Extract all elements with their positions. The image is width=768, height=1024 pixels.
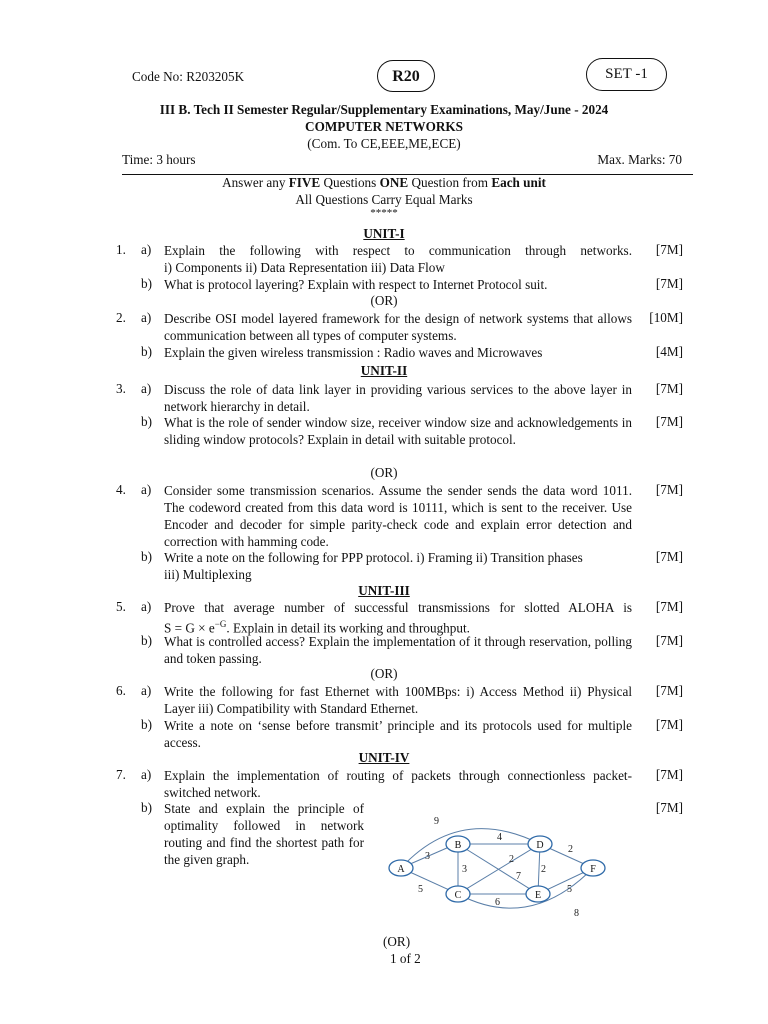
- question-text: [164, 242, 632, 276]
- question-text: Explain the implementation of routing of packets through connectionless packet-switched network.: [164, 768, 632, 800]
- instruction-line-2: All Questions Carry Equal Marks: [295, 192, 473, 207]
- sub-label: a): [141, 767, 152, 782]
- subject-title: COMPUTER NETWORKS: [305, 119, 463, 134]
- formula-text: S = G × e: [164, 620, 215, 636]
- sub-label: b): [141, 344, 152, 359]
- sub-label: a): [141, 381, 152, 396]
- node-label-e: E: [534, 890, 542, 901]
- exam-time: Time: 3 hours: [122, 152, 196, 167]
- or-separator: (OR): [370, 293, 398, 308]
- instruction-text: Questions: [320, 175, 380, 190]
- network-graph: [380, 812, 620, 922]
- sub-label: b): [141, 276, 152, 291]
- code-number: Code No: R203205K: [132, 69, 245, 84]
- edge-a-d: [401, 829, 540, 868]
- question-text: Consider some transmission scenarios. Assume the sender sends the data word 1011. The codeword created from this data word is 10111, which is sent to the receiver. Use Encoder and decoder for simple parity-check code and explain error detection and correction with hamming code.: [164, 483, 632, 549]
- page-number: 1 of 2: [390, 951, 421, 966]
- weight-d-e: 2: [541, 864, 546, 875]
- weight-a-b: 3: [425, 851, 430, 862]
- sub-label: b): [141, 549, 152, 564]
- question-marks: [7M]: [655, 633, 683, 648]
- edge-c-f: [458, 868, 593, 908]
- question-line: Explain the following with respect to communication through networks.: [164, 243, 632, 258]
- weight-c-d: 2: [509, 854, 514, 865]
- sub-label: a): [141, 683, 152, 698]
- unit-2-heading: UNIT-II: [360, 363, 408, 378]
- instruction-bold: FIVE: [288, 175, 321, 190]
- instruction-bold: Each unit: [491, 175, 546, 190]
- question-marks: [7M]: [655, 683, 683, 698]
- weight-a-d: 9: [434, 816, 439, 827]
- sub-label: b): [141, 414, 152, 429]
- question-number: 1.: [116, 242, 126, 257]
- exam-title: III B. Tech II Semester Regular/Supplementary Examinations, May/June - 2024: [159, 102, 609, 117]
- or-separator: (OR): [383, 934, 411, 949]
- question-text: What is the role of sender window size, receiver window size and acknowledgements in sliding window protocols? Explain in detail with suitable protocol.: [164, 415, 632, 447]
- question-text: Discuss the role of data link layer in providing various services to the above layer in network hierarchy in detail.: [164, 382, 632, 414]
- sub-label: b): [141, 800, 152, 815]
- weight-b-c: 3: [462, 864, 467, 875]
- question-marks: [7M]: [655, 482, 683, 497]
- question-marks: [7M]: [655, 800, 683, 815]
- sub-label: b): [141, 717, 152, 732]
- question-marks: [10M]: [649, 310, 683, 325]
- question-line: Prove that average number of successful transmissions for slotted ALOHA is: [164, 600, 632, 615]
- node-label-f: F: [590, 864, 596, 875]
- question-number: 7.: [116, 767, 126, 782]
- question-line: i) Components ii) Data Representation iii) Data Flow: [164, 260, 445, 275]
- node-label-b: B: [454, 840, 462, 851]
- max-marks: Max. Marks: 70: [597, 152, 682, 167]
- question-marks: [7M]: [655, 717, 683, 732]
- instruction-text: Answer any: [222, 175, 289, 190]
- weight-d-f: 2: [568, 844, 573, 855]
- unit-4-heading: UNIT-IV: [358, 750, 410, 765]
- question-text: Write the following for fast Ethernet with 100MBps: i) Access Method ii) Physical Layer iii) Compatibility with Standard Ethernet.: [164, 684, 632, 716]
- node-label-c: C: [454, 890, 462, 901]
- unit-3-heading: UNIT-III: [358, 583, 410, 598]
- question-line: Write a note on the following for PPP protocol. i) Framing ii) Transition phases: [164, 550, 583, 565]
- set-badge: SET -1: [586, 58, 667, 91]
- sub-label: a): [141, 242, 152, 257]
- question-text: Describe OSI model layered framework for the design of network systems that allows communication between all types of computer systems.: [164, 311, 632, 343]
- question-text: What is protocol layering? Explain with respect to Internet Protocol suit.: [164, 277, 548, 292]
- question-text: What is controlled access? Explain the implementation of it through reservation, polling and token passing.: [164, 634, 632, 666]
- question-line: iii) Multiplexing: [164, 567, 252, 582]
- sub-label: b): [141, 633, 152, 648]
- regulation-badge: R20: [377, 60, 435, 92]
- question-marks: [7M]: [655, 276, 683, 291]
- question-marks: [7M]: [655, 599, 683, 614]
- question-marks: [7M]: [655, 242, 683, 257]
- weight-e-f: 5: [567, 884, 572, 895]
- instruction-bold: ONE: [379, 175, 409, 190]
- weight-c-e: 6: [495, 897, 500, 908]
- question-marks: [7M]: [655, 381, 683, 396]
- sub-label: a): [141, 599, 152, 614]
- question-number: 4.: [116, 482, 126, 497]
- instruction-text: Question from: [408, 175, 492, 190]
- question-marks: [4M]: [655, 344, 683, 359]
- node-label-a: A: [397, 864, 405, 875]
- formula-exponent: −G: [214, 619, 227, 629]
- unit-1-heading: UNIT-I: [363, 226, 405, 241]
- question-text: Write a note on ‘sense before transmit’ principle and its protocols used for multiple access.: [164, 718, 632, 750]
- instruction-line-1: [0, 175, 768, 191]
- sub-label: a): [141, 310, 152, 325]
- weight-a-c: 5: [418, 884, 423, 895]
- question-text: Explain the given wireless transmission : Radio waves and Microwaves: [164, 345, 543, 360]
- node-label-d: D: [536, 840, 544, 851]
- or-separator: (OR): [370, 465, 398, 480]
- formula-text: . Explain in detail its working and throughput.: [226, 620, 470, 636]
- question-number: 3.: [116, 381, 126, 396]
- stars-separator: *****: [370, 207, 398, 219]
- weight-b-e: 7: [516, 871, 521, 882]
- question-text: [164, 599, 632, 636]
- question-number: 5.: [116, 599, 126, 614]
- sub-label: a): [141, 482, 152, 497]
- question-text: [164, 549, 632, 583]
- question-number: 2.: [116, 310, 126, 325]
- weight-b-d: 4: [497, 832, 502, 843]
- question-marks: [7M]: [655, 549, 683, 564]
- common-to: (Com. To CE,EEE,ME,ECE): [307, 136, 461, 151]
- question-marks: [7M]: [655, 414, 683, 429]
- or-separator: (OR): [370, 666, 398, 681]
- question-marks: [7M]: [655, 767, 683, 782]
- question-text: State and explain the principle of optimality followed in network routing and find the shortest path for the given graph.: [164, 801, 364, 867]
- question-number: 6.: [116, 683, 126, 698]
- weight-c-f: 8: [574, 908, 579, 919]
